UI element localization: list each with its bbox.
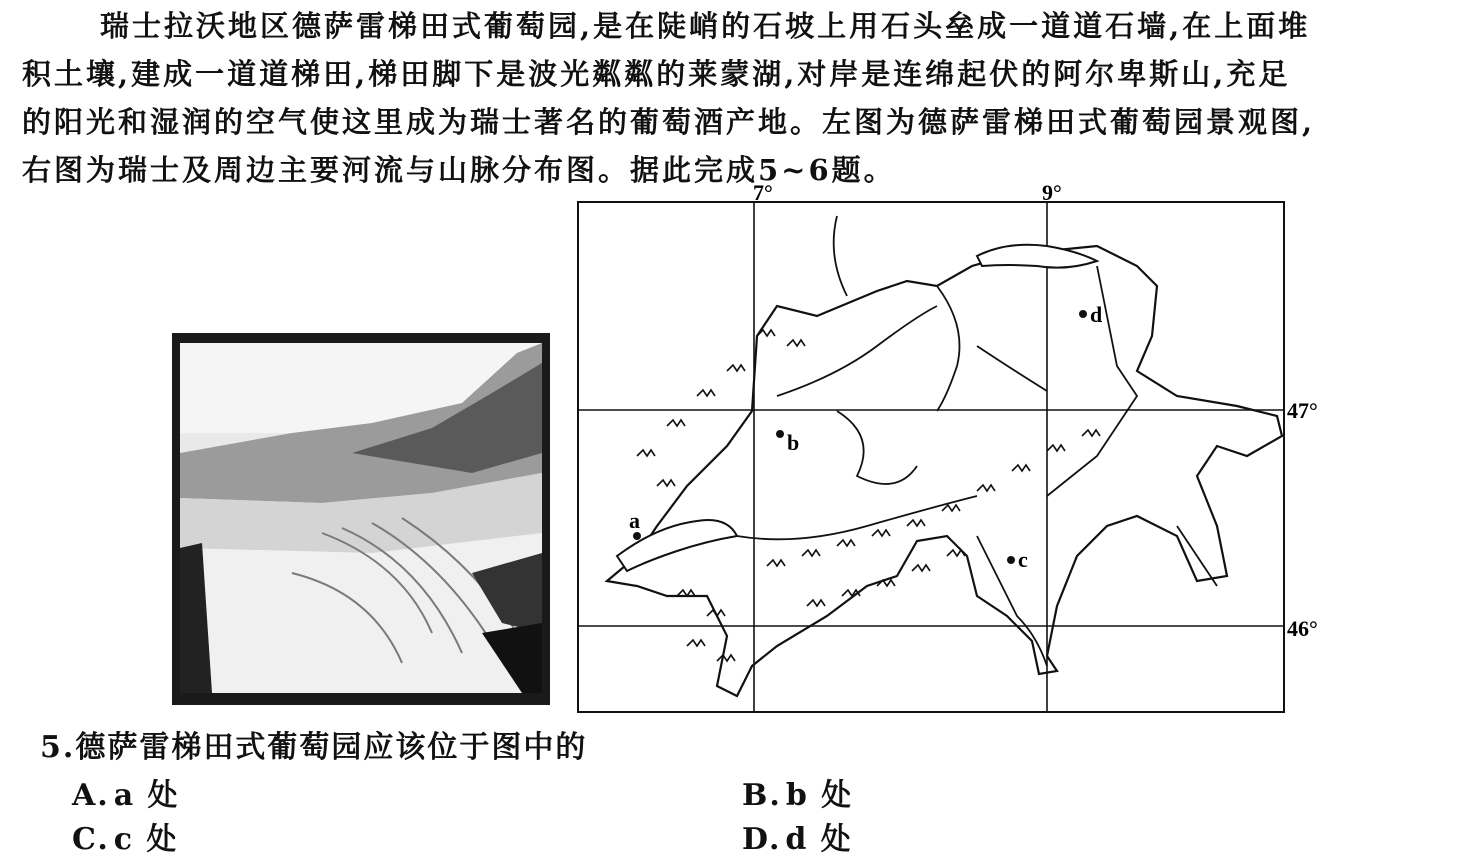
option-a-key: A. — [72, 778, 110, 813]
option-d-key: D. — [742, 822, 782, 857]
passage-line: 右图为瑞士及周边主要河流与山脉分布图。据此完成5~6题。 — [22, 153, 896, 187]
lat-label-46: 46° — [1287, 616, 1318, 641]
point-d-dot — [1079, 310, 1087, 318]
point-d-label: d — [1090, 302, 1103, 327]
option-d-text: d 处 — [785, 822, 853, 857]
point-a-dot — [633, 532, 641, 540]
option-b-key: B. — [742, 778, 782, 813]
point-b-dot — [776, 430, 784, 438]
passage — [22, 2, 1452, 194]
point-c-dot — [1007, 556, 1015, 564]
passage-line: 积土壤,建成一道道梯田,梯田脚下是波光粼粼的莱蒙湖,对岸是连绵起伏的阿尔卑斯山,充足 — [22, 57, 1291, 91]
point-c-label: c — [1018, 547, 1028, 572]
vineyard-photo — [172, 333, 550, 705]
option-c-text: c 处 — [113, 822, 179, 857]
question-stem: 5.德萨雷梯田式葡萄园应该位于图中的 — [40, 730, 588, 765]
option-c-key: C. — [72, 822, 110, 857]
switzerland-map — [577, 180, 1337, 718]
map-frame — [578, 202, 1284, 712]
point-a-label: a — [629, 508, 640, 533]
option-c[interactable] — [72, 814, 179, 858]
option-b[interactable] — [742, 770, 853, 814]
option-a[interactable] — [72, 770, 180, 814]
option-a-text: a 处 — [113, 778, 180, 813]
point-b-label: b — [787, 430, 800, 455]
option-b-text: b 处 — [785, 778, 854, 813]
lon-label-9: 9° — [1042, 180, 1062, 205]
lat-label-47: 47° — [1287, 398, 1318, 423]
lon-label-7: 7° — [753, 180, 773, 205]
passage-line: 瑞士拉沃地区德萨雷梯田式葡萄园,是在陡峭的石坡上用石头垒成一道道石墙,在上面堆 — [100, 9, 1311, 43]
option-d[interactable] — [742, 814, 853, 858]
passage-line: 的阳光和湿润的空气使这里成为瑞士著名的葡萄酒产地。左图为德萨雷梯田式葡萄园景观图, — [22, 105, 1316, 139]
